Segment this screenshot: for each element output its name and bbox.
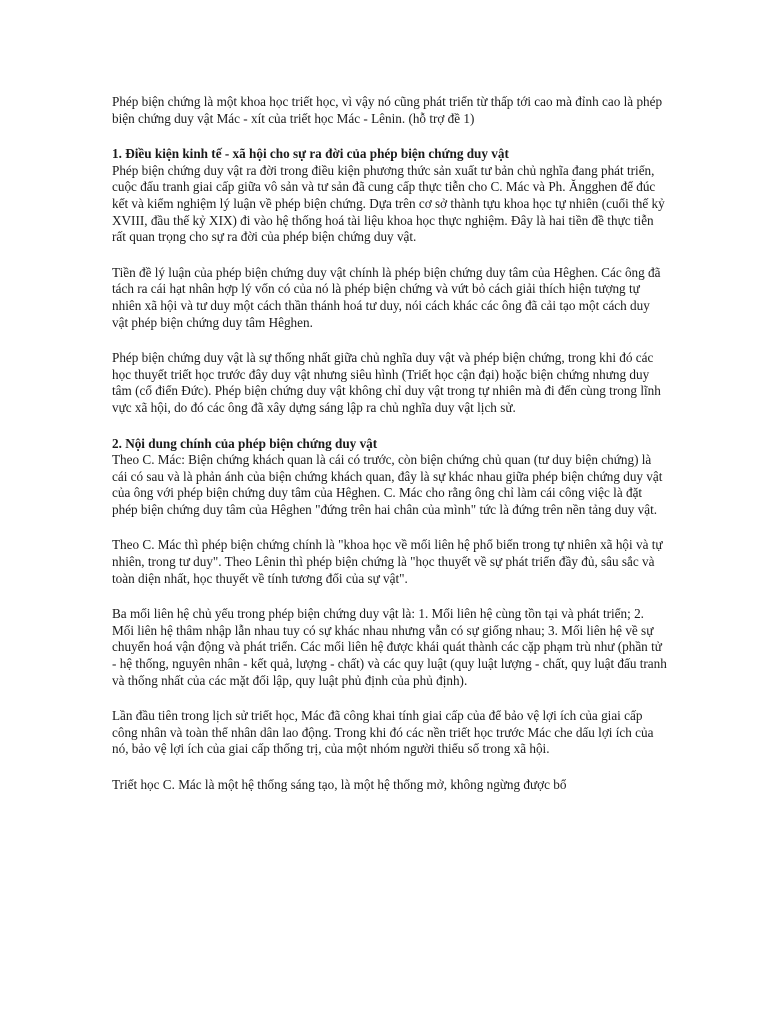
section-1-paragraph-3: Phép biện chứng duy vật là sự thống nhất giữa chủ nghĩa duy vật và phép biện chứng, trong khi đó các học thuyết triết học trước đây duy vật nhưng siêu hình (Triết học cận đại) hoặc biện chứng nhưng duy tâm (cổ điển Đức). Phép biện chứng duy vật không chỉ duy vật trong tự nhiên mà đi đến cùng trong lĩnh vực xã hội, do đó các ông đã xây dựng sáng lập ra chủ nghĩa duy vật lịch sử.: [112, 350, 661, 415]
section-2-paragraph-4: Lần đầu tiên trong lịch sử triết học, Mác đã công khai tính giai cấp của để bảo vệ lợi ích của giai cấp công nhân và toàn thể nhân dân lao động. Trong khi đó các nền triết học trước Mác che dấu lợi ích của nó, bảo vệ lợi ích của giai cấp thống trị, của một nhóm người thiểu số trong xã hội.: [112, 708, 654, 757]
section-2-heading: 2. Nội dung chính của phép biện chứng duy vật: [112, 435, 378, 451]
section-1-paragraph-1: Phép biện chứng duy vật ra đời trong điều kiện phương thức sản xuất tư bản chủ nghĩa đang phát triển, cuộc đấu tranh giai cấp giữa vô sản và tư sản đã cung cấp thực tiễn cho C. Mác và Ph. Ăngghen để đúc kết và kiểm nghiệm lý luận về phép biện chứng. Dựa trên cơ sở thành tựu khoa học tự nhiên (cuối thế kỷ XVIII, đầu thế kỷ XIX) đi vào hệ thống hoá tài liệu khoa học thực nghiệm. Đây là hai tiền đề thực tiễn rất quan trọng cho sự ra đời của phép biện chứng duy vật.: [112, 162, 665, 245]
section-2: [112, 436, 668, 794]
section-2-paragraph-2: Theo C. Mác thì phép biện chứng chính là "khoa học về mối liên hệ phổ biến trong tự nhiên xã hội và tự nhiên, trong tư duy". Theo Lênin thì phép biện chứng là "học thuyết về sự phát triển đầy đủ, sâu sắc và toàn diện nhất, học thuyết về tính tương đối của sự vật".: [112, 537, 663, 586]
section-2-paragraph-5: Triết học C. Mác là một hệ thống sáng tạo, là một hệ thống mở, không ngừng được bổ: [112, 777, 567, 792]
section-1: [112, 146, 668, 416]
section-1-paragraph-2: Tiền đề lý luận của phép biện chứng duy vật chính là phép biện chứng duy tâm của Hêghen. Các ông đã tách ra cái hạt nhân hợp lý vốn có của nó là phép biện chứng và vứt bỏ cách giải thích hiện tượng tự nhiên xã hội và tư duy một cách thần thánh hoá tư duy, nói cách khác các ông đã cải tạo một cách duy vật phép biện chứng duy tâm Hêghen.: [112, 264, 661, 330]
section-1-heading: 1. Điều kiện kinh tế - xã hội cho sự ra đời của phép biện chứng duy vật: [112, 146, 509, 162]
section-2-paragraph-1: Theo C. Mác: Biện chứng khách quan là cái có trước, còn biện chứng chủ quan (tư duy biện chứng) là cái có sau và là phản ánh của biện chứng khách quan, đây là sự khác nhau giữa phép biện chứng duy vật của ông với phép biện chứng duy tâm của Hêghen. C. Mác cho rằng ông chỉ làm cái công việc là đặt phép biện chứng duy tâm của Hêghen "đứng trên hai chân của mình" tức là đứng trên nền tảng duy vật.: [112, 452, 663, 517]
section-2-paragraph-3: Ba mối liên hệ chủ yếu trong phép biện chứng duy vật là: 1. Mối liên hệ cùng tồn tại và phát triển; 2. Mối liên hệ thâm nhập lẫn nhau tuy có sự khác nhau nhưng vẫn có sự giống nhau; 3. Mối liên hệ về sự chuyển hoá vận động và phát triển. Các mối liên hệ được khái quát thành các cặp phạm trù như (phần tử - hệ thống, nguyên nhân - kết quả, lượng - chất) và các quy luật (quy luật lượng - chất, quy luật đấu tranh và thống nhất của các mặt đối lập, quy luật phủ định của phủ định).: [112, 606, 667, 688]
intro-paragraph: Phép biện chứng là một khoa học triết học, vì vậy nó cũng phát triển từ thấp tới cao mà đỉnh cao là phép biện chứng duy vật Mác - xít của triết học Mác - Lênin. (hỗ trợ đề 1): [112, 94, 663, 126]
